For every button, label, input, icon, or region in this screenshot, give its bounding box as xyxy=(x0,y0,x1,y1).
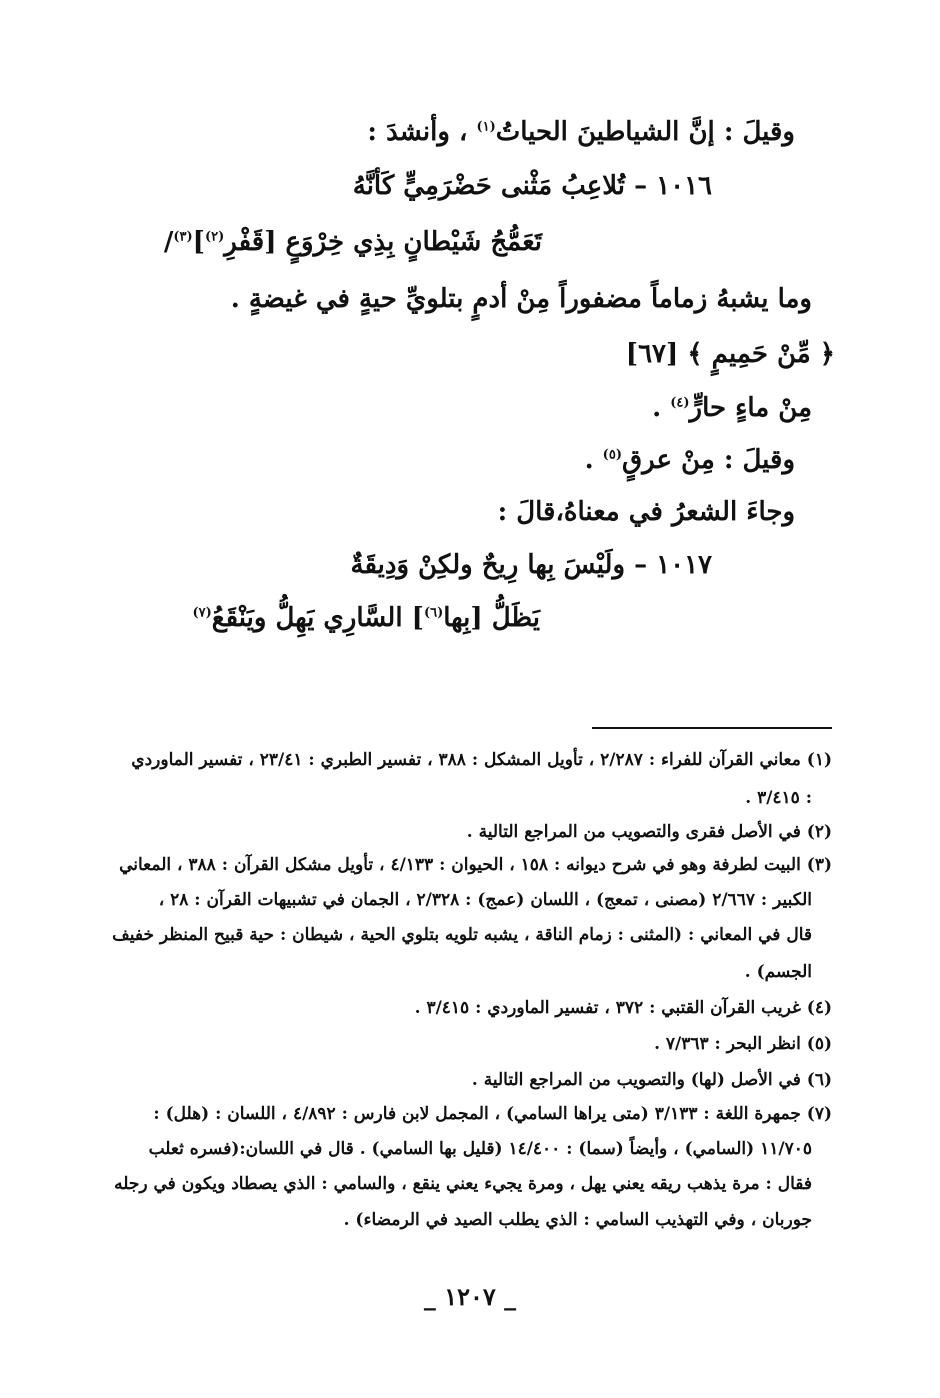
footnote-line: : ٣/٤١٥ . xyxy=(745,788,812,808)
footnote-line: (١) معاني القرآن للفراء : ٢/٢٨٧ ، تأويل المشكل : ٣٨٨ ، تفسير الطبري : ٢٣/٤١ ، تفسير الماوردي xyxy=(131,750,832,770)
footnote-line: فقال : مرة يذهب ريقه يعني يهل ، ومرة يجيء يعني ينقع ، والسامي : الذي يصطاد ويكون في رجله xyxy=(114,1174,812,1194)
line-shir: وجاءَ الشعرُ في معناهُ،قالَ : xyxy=(497,497,795,527)
footnote-line: الجسم) . xyxy=(744,962,812,982)
verse-1016-first-hemistich: ١٠١٦ – تُلاعِبُ مَثْنى حَضْرَمِيٍّ كَأنَّهُ xyxy=(352,171,712,201)
footnote-separator xyxy=(592,727,832,729)
ayah-text: مِّنْ حَمِيمٍ xyxy=(711,339,811,369)
quran-ayah-line xyxy=(626,334,835,374)
ayah-number: [٦٧] xyxy=(625,339,679,369)
line-shayatin-text: وقيلَ : إنَّ الشياطينَ الحياتُ xyxy=(495,117,795,147)
footnote-line: الكبير : ٢/٦٦٧ (مصنى ، تمعج) ، اللسان (عمج) : ٢/٣٢٨ ، الجمان في تشبيهات القرآن : ٢٨ ، xyxy=(158,890,812,910)
footnote-line: ١١/٧٠٥ (السامي) ، وأيضاً (سما) : ١٤/٤٠٠ (قليل بها السامي) . قال في اللسان:(فسره ثعلب xyxy=(148,1139,812,1159)
verse-1016-second-text: تَعَمُّجُ شَيْطانٍ بِذِي خِرْوَعٍ [قَفْرِ xyxy=(224,227,542,257)
footnote-line: (٥) انظر البحر : ٧/٣٦٣ . xyxy=(654,1034,832,1054)
footnote-ref-3: (٣) xyxy=(173,229,193,245)
footnote-line: (٤) غريب القرآن القتبي : ٣٧٢ ، تفسير الماوردي : ٣/٤١٥ . xyxy=(414,998,832,1018)
footnote-ref-4: (٤) xyxy=(670,395,690,411)
verse-1016-bracket: ] xyxy=(192,227,205,257)
footnote-ref-7: (٧) xyxy=(192,605,212,621)
line-araq xyxy=(585,440,795,480)
verse-1017-second-hemistich xyxy=(192,598,540,638)
line-shayatin-tail: ، وأنشدَ : xyxy=(367,117,477,147)
verse-1016-end-mark: / xyxy=(163,227,174,257)
line-araq-text: وقيلَ : مِنْ عرقٍ xyxy=(621,445,795,475)
line-min-maa-tail: . xyxy=(652,393,671,423)
line-wa-ma-yushbih: وما يشبهُ زماماً مضفوراً مِنْ أدمٍ بتلويِّ حيةٍ في غيضةٍ . xyxy=(230,284,812,314)
verse-1017-second-post: ] السَّارِي يَهِلُّ ويَنْقَعُ xyxy=(211,603,424,633)
verse-1017-second-pre: يَظَلُّ [بِها xyxy=(443,603,540,633)
verse-1017-first-hemistich: ١٠١٧ – ولَيْسَ بِها رِيحٌ ولكِنْ وَدِيقَةٌ xyxy=(350,550,712,580)
line-min-maa xyxy=(652,388,812,428)
ayah-close-bracket: ﴾ xyxy=(687,339,703,369)
footnote-line: جوربان ، وفي التهذيب السامي : الذي يطلب الصيد في الرمضاء) . xyxy=(343,1210,812,1230)
footnote-line: (٦) في الأصل (لها) والتصويب من المراجع التالية . xyxy=(471,1070,832,1090)
footnote-line: قال في المعاني : (المثنى : زمام الناقة ، يشبه تلويه بتلوي الحية ، شيطان : حية قبيح المنظر خفيف xyxy=(112,925,812,945)
footnote-ref-5: (٥) xyxy=(602,447,622,463)
line-araq-tail: . xyxy=(584,445,603,475)
footnote-line: (٣) البيت لطرفة وهو في شرح ديوانه : ١٥٨ ، الحيوان : ٤/١٣٣ ، تأويل مشكل القرآن : ٣٨٨ ، المعاني xyxy=(119,855,832,875)
line-shayatin xyxy=(367,112,795,152)
line-min-maa-text: مِنْ ماءٍ حارٍّ xyxy=(689,393,812,423)
page-number: _ ١٢٠٧ _ xyxy=(423,1282,517,1311)
footnote-line: (٧) جمهرة اللغة : ٣/١٣٣ (متى يراها السامي) ، المجمل لابن فارس : ٤/٨٩٢ ، اللسان : (هلل) : xyxy=(153,1104,832,1124)
footnote-ref-1: (١) xyxy=(476,119,496,135)
footnote-ref-2: (٢) xyxy=(204,229,225,245)
footnote-ref-6: (٦) xyxy=(423,605,444,621)
verse-1016-second-hemistich xyxy=(164,222,542,262)
footnote-line: (٢) في الأصل فقرى والتصويب من المراجع التالية . xyxy=(466,822,832,842)
ayah-open-bracket: ﴿ xyxy=(819,339,835,369)
